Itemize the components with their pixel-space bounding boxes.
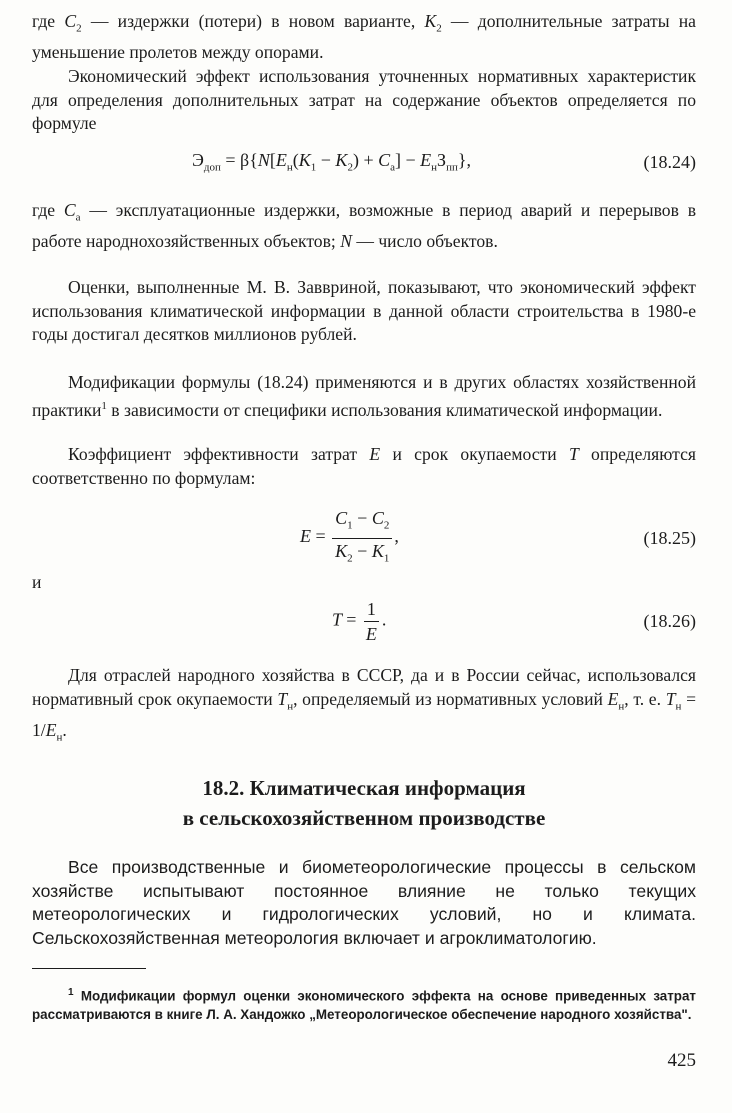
page-number: 425 bbox=[667, 1050, 696, 1071]
paragraph-modifications: Модификации формулы (18.24) применяются и в других областях хозяйственной практики$^1$ в зависимости от специфики использования климатической информации. bbox=[32, 372, 696, 420]
footnote: $^1$ Модификации формул оценки экономического эффекта на основе приведенных затрат рассматриваются в книге Л. А. Хандожко „Метеорологическое обеспечение народного хозяйства". bbox=[32, 987, 696, 1023]
paragraph-economic-effect: Экономический эффект использования уточненных нормативных характеристик для определения дополнительных затрат на содержание объектов определяется по формуле bbox=[32, 66, 696, 133]
paragraph-estimates: Оценки, выполненные М. В. Заввриной, показывают, что экономический эффект использования климатической информации в данной области строительства в 1980-е годы достигал десятков миллионов рублей. bbox=[32, 277, 696, 344]
equation-18-26 bbox=[32, 593, 696, 649]
equation-number: (18.24) bbox=[643, 151, 696, 172]
paragraph-ussr: Для отраслей народного хозяйства в СССР, да и в России сейчас, использовался нормативный срок окупаемости $T_н$, определяемый из нормативных условий $E_н$, т. е. $T_н = 1/E_н$. bbox=[32, 665, 696, 744]
equation-body: E = $\frac{C_1 - C_2}{K_2 - K_1}$ , bbox=[300, 507, 399, 565]
section-heading: 18.2. Климатическая информация в сельскохозяйственном производстве bbox=[182, 776, 546, 830]
conjunction: и bbox=[32, 572, 42, 592]
equation-body: $Э_{доп} = \beta\{N[E_н(K_1 - K_2) + C_а] - E_нЗ_{пп}\}$, bbox=[192, 150, 471, 174]
equation-18-24 bbox=[32, 140, 696, 184]
footnote-ref: 1 bbox=[101, 399, 107, 412]
equation-body: T = $\frac{1}{E}$ . bbox=[332, 598, 387, 644]
equation-18-25 bbox=[32, 507, 696, 566]
equation-number: (18.26) bbox=[643, 610, 696, 631]
footnote-divider bbox=[32, 968, 146, 969]
paragraph-agriculture: Все производственные и биометеорологические процессы в сельском хозяйстве испытывают постоянное влияние не только текущих метеорологических и гидрологических условий, но и климата. Сельскохозяйственная метеорология включает и агроклиматологию. bbox=[32, 857, 696, 948]
paragraph-coefficient: Коэффициент эффективности затрат E и срок окупаемости T определяются соответственно по формулам: bbox=[32, 444, 696, 488]
paragraph-where-ca: где $C_а$ — эксплуатационные издержки, возможные в период аварий и перерывов в работе народнохозяйственных объектов; N — число объектов. bbox=[32, 200, 696, 252]
paragraph-intro: где $C_2$ — издержки (потери) в новом варианте, $K_2$ — дополнительные затраты на уменьшение пролетов между опорами. bbox=[32, 11, 696, 63]
equation-number: (18.25) bbox=[643, 527, 696, 548]
